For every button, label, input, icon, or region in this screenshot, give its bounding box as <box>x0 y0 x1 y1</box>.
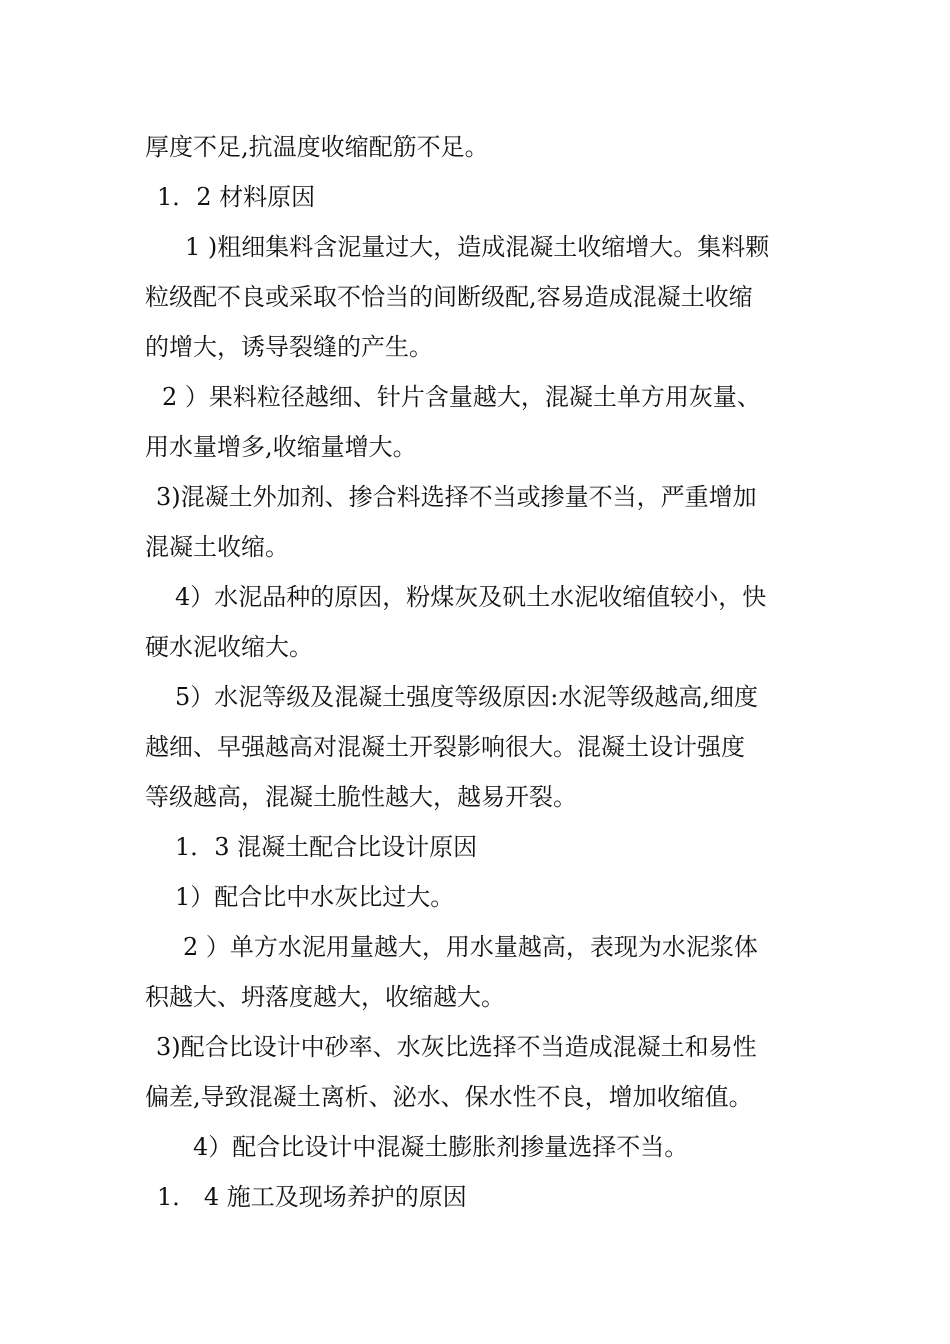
text-line: 厚度不足,抗温度收缩配筋不足。 <box>145 133 489 161</box>
text-line: 用水量增多,收缩量增大。 <box>145 433 417 461</box>
text-line: 4）配合比设计中混凝土膨胀剂掺量选择不当。 <box>193 1133 689 1161</box>
text-line: 1 )粗细集料含泥量过大，造成混凝土收缩增大。集料颗 <box>185 233 770 261</box>
text-line: 2 ）果料粒径越细、针片含量越大，混凝土单方用灰量、 <box>162 383 761 411</box>
text-line: 越细、早强越高对混凝土开裂影响很大。混凝土设计强度 <box>145 733 745 761</box>
text-line: 积越大、坍落度越大，收缩越大。 <box>145 983 505 1011</box>
text-line: 4）水泥品种的原因，粉煤灰及矾土水泥收缩值较小，快 <box>175 583 767 611</box>
text-line: 偏差,导致混凝土离析、泌水、保水性不良，增加收缩值。 <box>145 1083 753 1111</box>
text-line: 2 ）单方水泥用量越大，用水量越高，表现为水泥浆体 <box>183 933 758 961</box>
text-line: 3)混凝土外加剂、掺合料选择不当或掺量不当，严重增加 <box>156 483 757 511</box>
text-line: 等级越高，混凝土脆性越大，越易开裂。 <box>145 783 577 811</box>
text-line: 粒级配不良或采取不恰当的间断级配,容易造成混凝土收缩 <box>145 283 753 311</box>
text-line: 5）水泥等级及混凝土强度等级原因:水泥等级越高,细度 <box>175 683 758 711</box>
section-heading: 1．3 混凝土配合比设计原因 <box>175 833 478 861</box>
text-line: 混凝土收缩。 <box>145 533 289 561</box>
text-line: 3)配合比设计中砂率、水灰比选择不当造成混凝土和易性 <box>156 1033 757 1061</box>
section-heading: 1． 4 施工及现场养护的原因 <box>157 1183 467 1211</box>
text-line: 的增大，诱导裂缝的产生。 <box>145 333 433 361</box>
text-line: 硬水泥收缩大。 <box>145 633 313 661</box>
section-heading: 1．2 材料原因 <box>157 183 316 211</box>
text-line: 1）配合比中水灰比过大。 <box>175 883 455 911</box>
